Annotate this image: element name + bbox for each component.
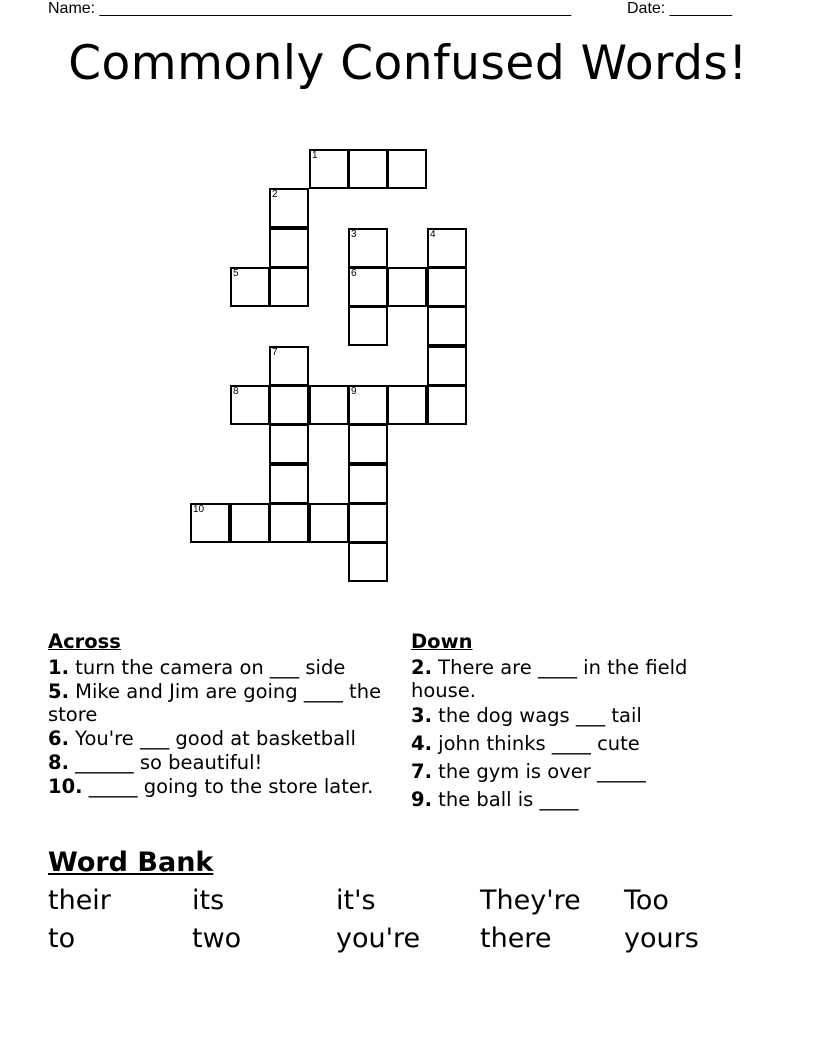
crossword-cell[interactable] <box>387 267 427 307</box>
clue-text: You're ___ good at basketball <box>68 727 356 750</box>
clue-text: the dog wags ___ tail <box>431 704 642 727</box>
word-bank-word: you're <box>336 923 421 954</box>
clue-number: 8 <box>233 386 239 397</box>
crossword-cell[interactable] <box>269 424 309 464</box>
crossword-cell[interactable] <box>427 346 467 386</box>
crossword-cell[interactable] <box>269 188 309 228</box>
crossword-cell[interactable] <box>230 503 270 543</box>
name-field-label: Name: _____________________________________________________ <box>48 0 572 17</box>
crossword-cell[interactable] <box>348 267 388 307</box>
clue-number: 2 <box>272 189 278 200</box>
clue-number: 6 <box>351 268 357 279</box>
clue-number: 3 <box>351 229 357 240</box>
page-title: Commonly Confused Words! <box>68 36 748 91</box>
date-field-label: Date: _______ <box>627 0 732 17</box>
clue-item <box>411 760 751 783</box>
crossword-cell[interactable] <box>348 464 388 504</box>
crossword-cell[interactable] <box>269 346 309 386</box>
crossword-cell[interactable] <box>269 503 309 543</box>
crossword-cell[interactable] <box>348 306 388 346</box>
crossword-cell[interactable] <box>427 306 467 346</box>
clue-text: the ball is ____ <box>431 788 579 811</box>
crossword-cell[interactable] <box>269 385 309 425</box>
crossword-cell[interactable] <box>348 149 388 189</box>
across-clues <box>48 630 388 799</box>
clue-number: 10 <box>193 504 205 515</box>
down-heading: Down <box>411 630 473 653</box>
clue-num: 5. <box>48 680 69 703</box>
crossword-cell[interactable] <box>230 385 270 425</box>
clue-num: 9. <box>411 788 432 811</box>
clue-item <box>411 788 751 811</box>
clue-text: _____ going to the store later. <box>82 775 374 798</box>
clue-num: 8. <box>48 751 69 774</box>
crossword-cell[interactable] <box>348 385 388 425</box>
clue-text: the gym is over _____ <box>431 760 646 783</box>
clue-text: john thinks ____ cute <box>431 732 640 755</box>
word-bank-word: yours <box>624 923 699 954</box>
clue-item <box>48 775 388 798</box>
clue-num: 2. <box>411 656 432 679</box>
clue-num: 4. <box>411 732 432 755</box>
down-clues <box>411 630 751 812</box>
clue-number: 4 <box>430 229 436 240</box>
word-bank-word: Too <box>624 885 669 916</box>
clue-text: There are ____ in the field house. <box>411 656 688 702</box>
word-bank-word: their <box>48 885 111 916</box>
crossword-cell[interactable] <box>309 503 349 543</box>
word-bank-word: two <box>192 923 242 954</box>
clue-num: 1. <box>48 656 69 679</box>
clue-num: 3. <box>411 704 432 727</box>
crossword-cell[interactable] <box>348 542 388 582</box>
crossword-cell[interactable] <box>190 503 230 543</box>
clue-num: 10. <box>48 775 83 798</box>
clue-num: 7. <box>411 760 432 783</box>
crossword-cell[interactable] <box>309 385 349 425</box>
crossword-cell[interactable] <box>230 267 270 307</box>
clue-text: turn the camera on ___ side <box>68 656 346 679</box>
across-heading: Across <box>48 630 121 653</box>
word-bank-title: Word Bank <box>48 847 214 878</box>
crossword-cell[interactable] <box>348 503 388 543</box>
word-bank-word: They're <box>480 885 581 916</box>
clue-item <box>411 656 751 702</box>
crossword-cell[interactable] <box>309 149 349 189</box>
clue-text: ______ so beautiful! <box>68 751 263 774</box>
crossword-cell[interactable] <box>348 424 388 464</box>
clue-item <box>48 751 388 774</box>
crossword-cell[interactable] <box>348 228 388 268</box>
clue-item <box>48 680 388 726</box>
clue-item <box>48 727 388 750</box>
clue-num: 6. <box>48 727 69 750</box>
crossword-cell[interactable] <box>427 267 467 307</box>
crossword-cell[interactable] <box>269 267 309 307</box>
clue-item <box>411 732 751 755</box>
crossword-cell[interactable] <box>269 228 309 268</box>
word-bank-word: its <box>192 885 225 916</box>
crossword-cell[interactable] <box>427 228 467 268</box>
crossword-cell[interactable] <box>427 385 467 425</box>
crossword-cell[interactable] <box>387 149 427 189</box>
word-bank-word: it's <box>336 885 376 916</box>
word-bank-word: to <box>48 923 76 954</box>
crossword-cell[interactable] <box>269 464 309 504</box>
clue-number: 9 <box>351 386 357 397</box>
crossword-cell[interactable] <box>387 385 427 425</box>
clue-number: 7 <box>272 347 278 358</box>
clue-number: 1 <box>312 150 318 161</box>
clue-item <box>48 656 388 679</box>
clue-item <box>411 704 751 727</box>
word-bank-word: there <box>480 923 552 954</box>
clue-text: Mike and Jim are going ____ the store <box>48 680 382 726</box>
clue-number: 5 <box>233 268 239 279</box>
